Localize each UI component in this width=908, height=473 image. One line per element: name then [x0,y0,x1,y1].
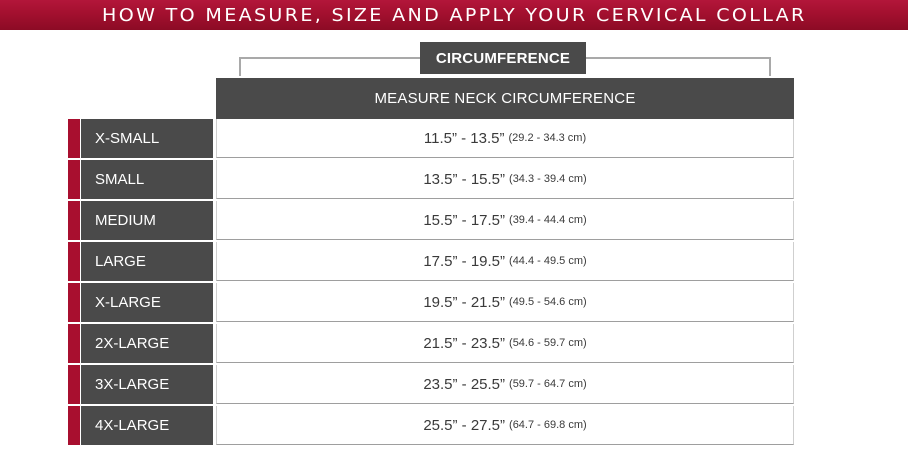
inches-range: 19.5” - 21.5” [423,293,506,311]
cm-range: (59.7 - 64.7 cm) [509,378,587,390]
header-banner [0,0,908,30]
cm-range: (34.3 - 39.4 cm) [509,173,587,185]
row-accent-bar [68,201,80,240]
cm-range: (49.5 - 54.6 cm) [509,296,587,308]
size-label: 2X-LARGE [81,324,213,363]
row-accent-bar [68,119,80,158]
measurement-cell [216,406,794,445]
cm-range: (29.2 - 34.3 cm) [508,132,587,144]
inches-range: 11.5” - 13.5” [423,129,505,147]
size-row [68,406,795,445]
cm-range: (54.6 - 59.7 cm) [509,337,587,349]
row-accent-bar [68,283,80,322]
inches-range: 21.5” - 23.5” [423,334,506,352]
cm-range: (64.7 - 69.8 cm) [509,419,587,431]
size-row [68,160,795,199]
measurement-cell [216,119,794,158]
size-row [68,365,795,404]
measurement-cell [216,242,794,281]
measurement-cell [216,201,794,240]
size-label: 3X-LARGE [81,365,213,404]
measurement-cell [216,160,794,199]
size-row [68,201,795,240]
measure-column-header: MEASURE NECK CIRCUMFERENCE [216,78,794,119]
measurement-cell [216,324,794,363]
size-row [68,324,795,363]
row-accent-bar [68,242,80,281]
cm-range: (44.4 - 49.5 cm) [509,255,587,267]
size-label: X-SMALL [81,119,213,158]
size-label: 4X-LARGE [81,406,213,445]
circumference-label: CIRCUMFERENCE [420,42,586,74]
row-accent-bar [68,365,80,404]
inches-range: 13.5” - 15.5” [423,170,506,188]
measurement-cell [216,283,794,322]
banner-title: HOW TO MEASURE, SIZE AND APPLY YOUR CERVICAL COLLAR [101,4,807,26]
row-accent-bar [68,160,80,199]
inches-range: 25.5” - 27.5” [423,416,506,434]
size-label: SMALL [81,160,213,199]
size-label: MEDIUM [81,201,213,240]
inches-range: 23.5” - 25.5” [423,375,506,393]
size-row [68,119,795,158]
row-accent-bar [68,406,80,445]
size-row [68,242,795,281]
size-label: X-LARGE [81,283,213,322]
inches-range: 17.5” - 19.5” [423,252,506,270]
size-label: LARGE [81,242,213,281]
inches-range: 15.5” - 17.5” [423,211,506,229]
measurement-cell [216,365,794,404]
size-row [68,283,795,322]
row-accent-bar [68,324,80,363]
cm-range: (39.4 - 44.4 cm) [509,214,587,226]
